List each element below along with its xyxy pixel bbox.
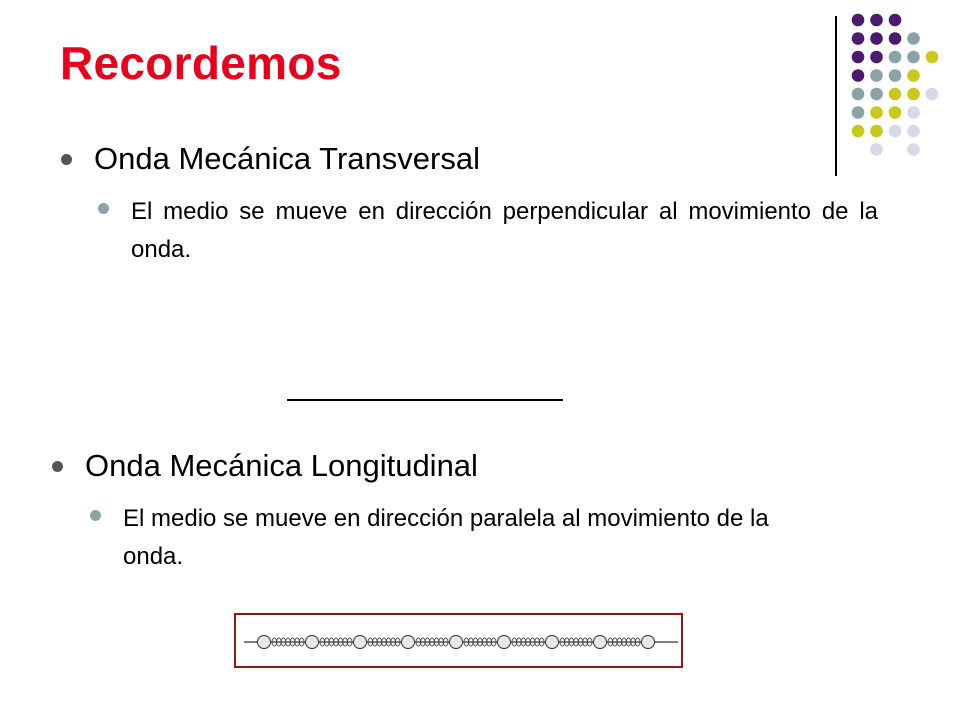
decorative-dot [870, 51, 883, 64]
decorative-dot [852, 106, 865, 119]
sub-bullet-transversal-text: El medio se mueve en dirección perpendicular al movimiento de la onda. [131, 198, 878, 263]
decorative-dot [852, 69, 865, 82]
decorative-dot [889, 88, 902, 101]
bullet-transversal [61, 140, 480, 178]
decorative-dot [889, 125, 902, 138]
decorative-dot [889, 51, 902, 64]
sub-bullet-transversal [98, 193, 878, 269]
decorative-dot [870, 69, 883, 82]
decorative-dot [870, 14, 883, 27]
bullet-icon [61, 154, 72, 165]
spring-bead [402, 636, 415, 649]
decorative-dot [852, 51, 865, 64]
decorative-dot [870, 106, 883, 119]
spring-bead [498, 636, 511, 649]
spring-icon [236, 615, 685, 670]
slide-title: Recordemos [60, 37, 342, 89]
decorative-dot [926, 88, 939, 101]
decorative-dot [870, 125, 883, 138]
sub-bullet-icon [98, 203, 109, 214]
bullet-icon [52, 461, 63, 472]
decorative-dot [852, 14, 865, 27]
transverse-wave-line [287, 399, 563, 401]
spring-bead [258, 636, 271, 649]
decorative-dot [907, 51, 920, 64]
sub-bullet-icon [90, 510, 101, 521]
bullet-longitudinal [52, 447, 478, 485]
bullet-longitudinal-text: Onda Mecánica Longitudinal [85, 448, 478, 483]
decorative-dot [852, 32, 865, 45]
decorative-dot [907, 125, 920, 138]
decorative-vertical-line [835, 16, 837, 176]
spring-bead [642, 636, 655, 649]
decorative-dot [907, 69, 920, 82]
decorative-dot [907, 106, 920, 119]
spring-bead [354, 636, 367, 649]
decorative-dot [870, 88, 883, 101]
decorative-dot-grid [848, 8, 958, 158]
sub-bullet-longitudinal [90, 500, 790, 576]
decorative-dot [907, 32, 920, 45]
decorative-dot [907, 88, 920, 101]
decorative-dot [889, 69, 902, 82]
decorative-dot [870, 32, 883, 45]
decorative-dot [926, 51, 939, 64]
decorative-dot [852, 125, 865, 138]
decorative-dot [889, 106, 902, 119]
longitudinal-spring-illustration [234, 613, 683, 668]
decorative-dot [870, 143, 883, 156]
decorative-dot [889, 32, 902, 45]
spring-bead [594, 636, 607, 649]
decorative-dot [907, 143, 920, 156]
decorative-dot [852, 88, 865, 101]
spring-bead [306, 636, 319, 649]
spring-bead [450, 636, 463, 649]
sub-bullet-longitudinal-text: El medio se mueve en dirección paralela al movimiento de la onda. [123, 505, 769, 570]
spring-bead [546, 636, 559, 649]
decorative-dot [889, 14, 902, 27]
bullet-transversal-text: Onda Mecánica Transversal [94, 141, 480, 176]
